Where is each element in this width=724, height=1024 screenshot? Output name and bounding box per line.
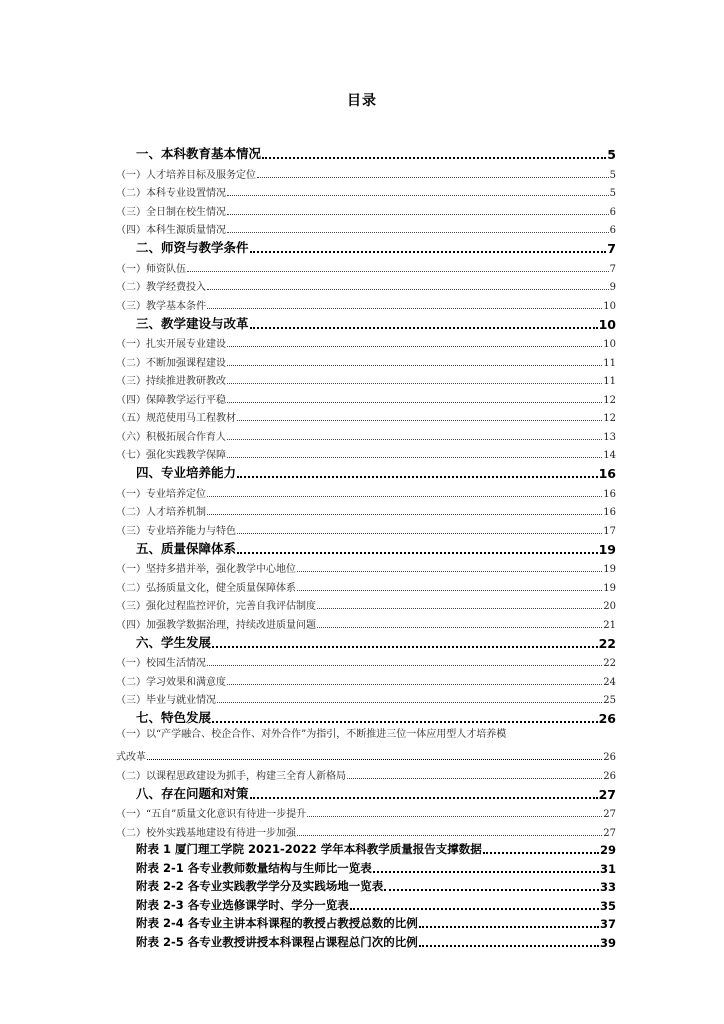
dot-leader [227,214,609,215]
toc-item[interactable] [116,612,616,631]
toc-item-label: （二）人才培养机制 [116,507,206,518]
toc-item-label: （七）强化实践教学保障 [116,450,226,461]
toc-item[interactable] [116,575,616,594]
toc-page-number: 9 [609,282,616,293]
dot-leader [419,945,599,947]
toc-page-number: 16 [598,466,616,481]
dot-leader [347,778,602,779]
toc-item[interactable] [116,594,616,613]
dot-leader [250,327,598,329]
toc-item-label: （一）坚持多措并举，强化教学中心地位 [116,564,296,575]
dot-leader [483,852,599,854]
toc-page-number: 10 [598,316,616,332]
toc-item[interactable] [116,199,616,218]
toc-page-number: 17 [603,525,616,537]
toc-item[interactable] [116,424,616,443]
toc-section-label: 五、质量保障体系 [136,540,237,556]
dot-leader [262,157,606,159]
toc-section-label: 七、特色发展 [136,710,212,725]
toc-item-label: （三）持续推进教研教改 [116,376,226,387]
dot-leader [227,457,602,458]
toc-item-label: （二）不断加强课程建设 [116,357,226,369]
toc-item-label: （二）学习效果和满意度 [116,676,226,688]
dot-leader [237,552,598,554]
toc-item-label: （一）专业培养定位 [116,488,206,500]
toc-item-multiline[interactable] [116,726,616,763]
toc-page-number: 25 [603,695,616,706]
dot-leader [207,514,602,515]
toc-page-number: 5 [609,169,616,181]
toc-page-number: 29 [599,843,616,857]
toc-page-number: 39 [599,935,616,950]
toc-item[interactable] [116,162,616,181]
toc-item[interactable] [116,481,616,500]
toc-item[interactable] [116,763,616,782]
toc-item[interactable] [116,669,616,688]
dot-leader [250,251,607,253]
dot-leader [297,590,602,591]
dot-leader [237,420,602,421]
toc-item[interactable] [116,275,616,294]
toc-item-label: （三）强化过程监控评价，完善自我评估制度 [116,601,316,612]
toc-page-number: 10 [603,300,616,312]
toc-page-number: 16 [603,488,616,500]
dot-leader [207,308,602,309]
toc-page-number: 31 [599,861,616,876]
toc-item[interactable] [116,518,616,537]
toc-item[interactable] [116,256,616,275]
dot-leader [227,346,602,347]
toc-item-label: （一）人才培养目标及服务定位 [116,169,256,181]
toc-page-number: 27 [603,809,616,820]
toc-item-label: （三）全日制在校生情况 [116,206,226,218]
toc-item-label: （四）保障教学运行平稳 [116,394,226,406]
toc-section-label: 三、教学建设与改革 [136,315,249,331]
toc-page-number: 21 [603,619,616,631]
toc-item[interactable] [116,293,616,312]
dot-leader [227,439,602,440]
toc-page-number: 5 [609,188,616,199]
dot-leader [297,571,602,572]
toc-item-label: （三）专业培养能力与特色 [116,525,236,537]
toc-item[interactable] [116,350,616,369]
dot-leader [207,665,602,666]
toc-section-7[interactable] [116,706,616,726]
toc-item[interactable] [116,406,616,425]
dot-leader [297,835,602,836]
toc-item[interactable] [116,443,616,462]
toc-item-label: 式改革 [116,752,146,763]
dot-leader [227,684,602,685]
toc-appendix-label: 附表 2-1 各专业教师数量结构与生师比一览表 [136,860,372,875]
dot-leader [227,402,602,403]
toc-item[interactable] [116,387,616,406]
toc-item[interactable] [116,688,616,707]
toc-item[interactable] [116,332,616,351]
toc-section-1[interactable] [116,142,616,162]
toc-appendix-label: 附表 1 厦门理工学院 2021-2022 学年本科教学质量报告支撑数据 [136,842,482,856]
toc-page-number: 11 [603,357,616,369]
dot-leader [207,289,609,290]
toc-page-number: 6 [609,206,616,218]
toc-item-label: （四）加强教学数据治理，持续改进质量问题 [116,619,316,631]
toc-page-number: 22 [598,635,616,651]
dot-leader [237,476,598,478]
dot-leader [317,627,602,628]
toc-appendix[interactable] [116,839,616,858]
dot-leader [212,721,598,723]
toc-page-number: 14 [603,450,616,461]
toc-section-4[interactable] [116,461,616,481]
toc-section-label: 六、学生发展 [136,634,212,650]
toc-page-number: 26 [603,752,616,763]
toc-item-label: （一）师资队伍 [116,263,186,275]
toc-section-5[interactable] [116,537,616,557]
dot-leader [307,816,602,817]
toc-section-3[interactable] [116,312,616,332]
table-of-contents [116,142,616,950]
dot-leader [212,646,598,648]
toc-item[interactable] [116,651,616,670]
toc-section-label: 二、师资与教学条件 [136,240,249,255]
toc-page-number: 19 [603,582,616,594]
toc-page-number: 20 [603,601,616,612]
dot-leader [419,926,599,928]
toc-page-number: 26 [603,770,616,782]
toc-item-label: （一）“五自”质量文化意识有待进一步提升 [116,809,307,820]
toc-page-number: 12 [603,413,616,424]
toc-page-number: 35 [599,898,616,913]
toc-page-number: 26 [598,711,616,726]
toc-appendix[interactable] [116,876,616,895]
dot-leader [350,908,599,910]
dot-leader [373,871,599,873]
toc-item-label: （四）本科生源质量情况 [116,225,226,236]
toc-appendix-label: 附表 2-5 各专业教授讲授本科课程占课程总门次的比例 [136,934,418,949]
page-title: 目录 [347,93,377,109]
toc-item[interactable] [116,218,616,237]
toc-item-label: （二）校外实践基地建设有待进一步加强 [116,827,296,839]
toc-appendix[interactable] [116,913,616,932]
toc-page-number: 6 [609,225,616,236]
toc-appendix-label: 附表 2-4 各专业主讲本科课程的教授占教授总数的比例 [136,916,418,930]
dot-leader [187,271,609,272]
toc-page-number: 19 [603,564,616,575]
toc-item[interactable] [116,181,616,200]
toc-appendix-label: 附表 2-2 各专业实践教学学分及实践场地一览表 [136,879,384,893]
toc-appendix[interactable] [116,931,616,950]
toc-item[interactable] [116,820,616,839]
toc-item-label: （三）毕业与就业情况 [116,695,216,706]
toc-page-number: 33 [599,880,616,894]
toc-page-number: 7 [609,263,616,275]
toc-section-label: 八、存在问题和对策 [136,785,249,801]
toc-appendix[interactable] [116,894,616,913]
toc-page-number: 5 [607,147,616,162]
dot-leader [227,195,609,196]
toc-page-number: 24 [603,676,616,688]
toc-page-number: 22 [603,658,616,669]
toc-item[interactable] [116,802,616,821]
toc-page-number: 12 [603,394,616,406]
toc-section-label: 四、专业培养能力 [136,465,237,480]
dot-leader [384,889,599,891]
toc-item-label: （一）扎实开展专业建设 [116,339,226,350]
dot-leader [207,496,602,497]
toc-section-6[interactable] [116,631,616,651]
dot-leader [250,797,598,799]
toc-item-label: （六）积极拓展合作育人 [116,431,226,443]
toc-page-number: 7 [607,241,616,256]
toc-item[interactable] [116,369,616,388]
dot-leader [237,533,602,534]
toc-page-number: 10 [603,339,616,350]
toc-item-label: （三）教学基本条件 [116,300,206,312]
toc-item-label: （二）教学经费投入 [116,282,206,293]
toc-item-label-line1: （一）以“产学融合、校企合作、对外合作”为指引，不断推进三位一体应用型人才培养模 [116,729,507,740]
toc-item-label: （二）以课程思政建设为抓手，构建三全育人新格局 [116,770,346,782]
toc-page-number: 11 [603,376,616,387]
dot-leader [257,177,609,178]
dot-leader [227,383,602,384]
toc-item-label: （二）弘扬质量文化，健全质量保障体系 [116,582,296,594]
toc-page-number: 37 [599,917,616,931]
toc-item[interactable] [116,500,616,519]
dot-leader [217,702,602,703]
toc-page-number: 19 [598,541,616,557]
toc-item-label: （二）本科专业设置情况 [116,188,226,199]
toc-page-number: 16 [603,507,616,518]
dot-leader [227,365,602,366]
toc-appendix-label: 附表 2-3 各专业选修课学时、学分一览表 [136,897,349,912]
toc-section-label: 一、本科教育基本情况 [136,146,262,161]
dot-leader [317,608,602,609]
toc-page-number: 27 [598,786,616,802]
dot-leader [227,232,609,233]
toc-section-8[interactable] [116,782,616,802]
toc-item-label: （一）校园生活情况 [116,658,206,669]
toc-item[interactable] [116,557,616,576]
toc-item-label: （五）规范使用马工程教材 [116,413,236,424]
toc-section-2[interactable] [116,236,616,256]
dot-leader [147,759,602,760]
toc-page-number: 27 [603,827,616,839]
toc-appendix[interactable] [116,857,616,876]
toc-page-number: 13 [603,431,616,443]
